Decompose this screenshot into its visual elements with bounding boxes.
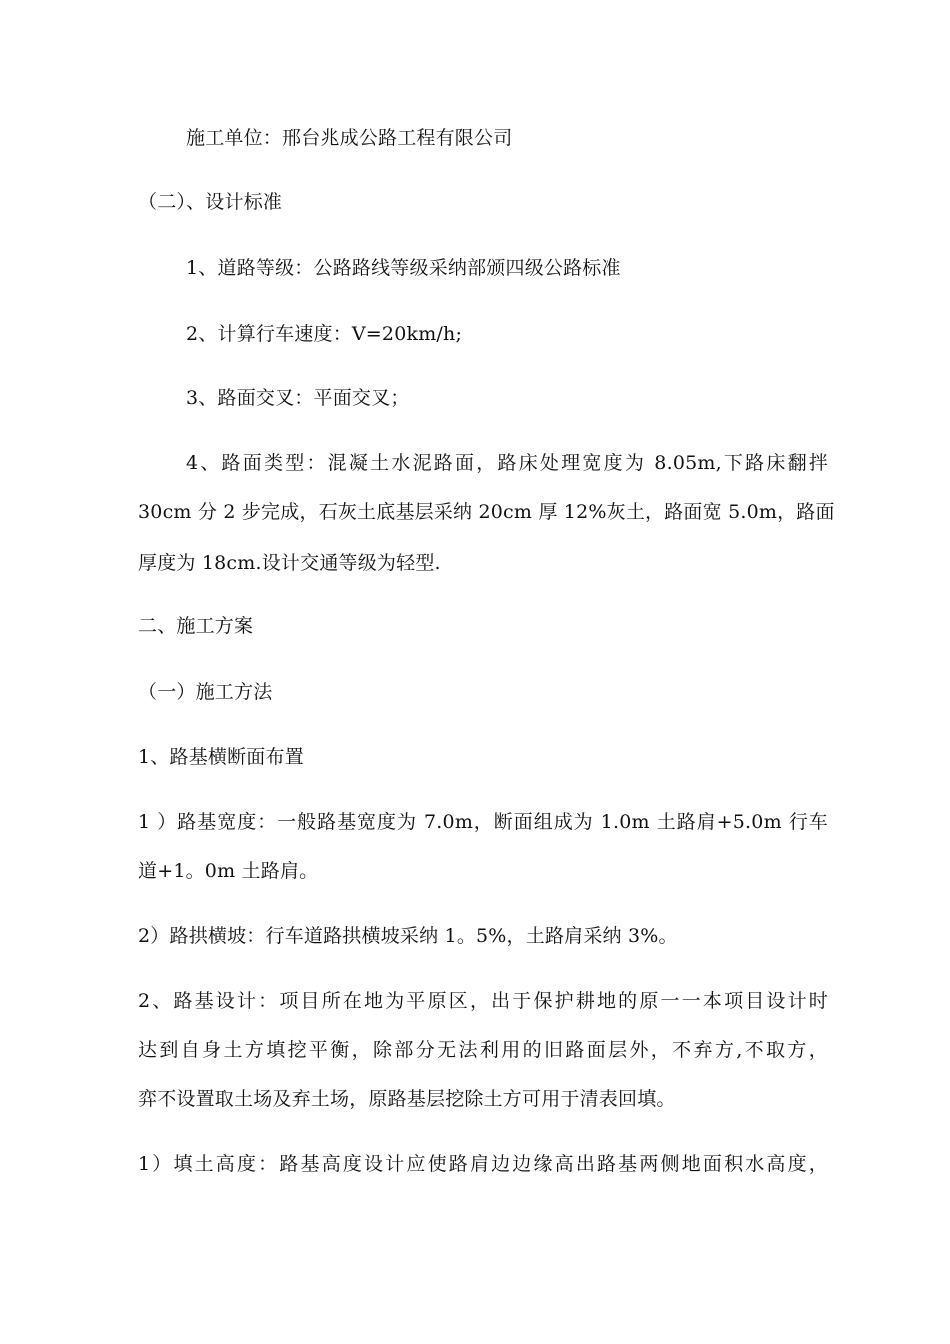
pavement-type-line-2: 30cm 分 2 步完成，石灰土底基层采纳 20cm 厚 12%灰土，路面宽 5.0m，路面	[138, 501, 835, 523]
road-intersection-item: 3、路面交叉：平面交叉；	[186, 387, 410, 409]
road-camber-item: 2）路拱横坡：行车道路拱横坡采纳 1。5%，土路肩采纳 3%。	[138, 925, 678, 947]
road-grade-item: 1、道路等级：公路路线等级采纳部颁四级公路标准	[186, 257, 621, 279]
roadbed-design-line-2: 达到自身土方填挖平衡，除部分无法利用的旧路面层外，不弃方,不取方，	[138, 1039, 828, 1061]
pavement-type-line-3: 厚度为 18cm.设计交通等级为轻型.	[138, 552, 441, 574]
roadbed-width-line-1: 1 ）路基宽度：一般路基宽度为 7.0m，断面组成为 1.0m 土路肩+5.0m 行车	[138, 811, 828, 833]
section-heading-construction-plan: 二、施工方案	[138, 615, 254, 637]
roadbed-design-line-3: 弈不设置取土场及弃土场，原路基层挖除土方可用于清表回填。	[138, 1088, 676, 1110]
roadbed-width-line-2: 道+1。0m 土路肩。	[138, 860, 319, 882]
subsection-heading-construction-method: （一）施工方法	[138, 681, 273, 703]
fill-height-item: 1）填土高度：路基高度设计应使路肩边边缘高出路基两侧地面积水高度，	[138, 1153, 828, 1175]
construction-unit-line: 施工单位：邢台兆成公路工程有限公司	[186, 127, 513, 149]
design-speed-item: 2、计算行车速度：V=20km/h;	[186, 323, 463, 345]
pavement-type-line-1: 4、路面类型：混凝土水泥路面，路床处理宽度为 8.05m,下路床翻拌	[186, 452, 828, 474]
section-heading-design-standards: （二）、设计标准	[138, 191, 283, 213]
roadbed-design-line-1: 2、路基设计：项目所在地为平原区，出于保护耕地的原一一本项目设计时	[138, 990, 828, 1012]
roadbed-cross-section-heading: 1、路基横断面布置	[138, 746, 304, 768]
